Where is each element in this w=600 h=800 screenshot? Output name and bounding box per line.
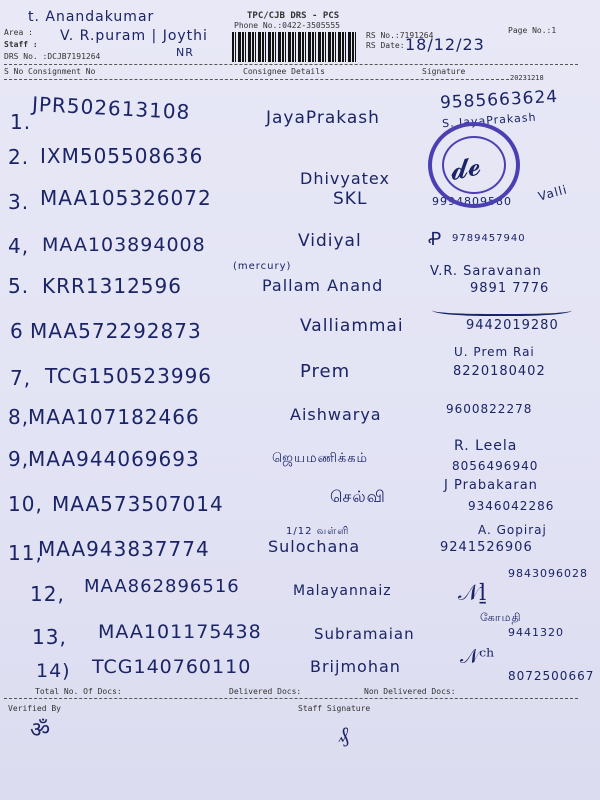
total-docs-label: Total No. Of Docs:: [35, 687, 122, 696]
entry-signature-note: S. JayaPrakash: [441, 110, 537, 131]
service-line: TPC/CJB DRS - PCS: [247, 11, 340, 21]
drs-number: DRS No. :DCJB7191264: [4, 52, 101, 61]
entry-phone: 9585663624: [439, 86, 559, 114]
header-rule-bottom: [4, 79, 509, 80]
entry-phone: 9843096028: [508, 567, 588, 580]
entry-consignee: Pallam Anand: [262, 276, 384, 295]
entry-phone: 9241526906: [440, 540, 533, 555]
entry-consignment: MAA943837774: [38, 537, 210, 561]
area-handwritten: V. R.puram | Joythi: [60, 28, 208, 44]
delivered-docs-label: Delivered Docs:: [229, 687, 302, 696]
signature-scribble: 𝒩ḻ: [458, 581, 487, 606]
entry-phone: 9346042286: [468, 499, 555, 513]
entry-consignee: ஜெயமணிக்கம்: [272, 451, 368, 466]
page-number: Page No.:1: [508, 26, 557, 35]
entry-number: 1.: [10, 110, 32, 134]
entry-signature-note: U. Prem Rai: [454, 345, 535, 359]
col-consignment: Consignment No: [28, 67, 96, 76]
entry-consignee: Vidiyal: [298, 231, 362, 251]
entry-consignment: TCG140760110: [92, 656, 252, 678]
entry-consignee: JayaPrakash: [266, 108, 380, 128]
entry-consignment: MAA862896516: [84, 576, 240, 597]
entry-number: 9,: [8, 447, 30, 471]
rs-number: RS No.:7191264: [366, 31, 434, 40]
rs-date-value: 18/12/23: [405, 35, 485, 54]
entry-consignment: MAA105326072: [40, 186, 212, 210]
entry-phone: 9891 7776: [470, 281, 550, 296]
entry-signature-note: J Prabakaran: [444, 478, 538, 493]
rs-date-label: RS Date:: [366, 41, 405, 50]
print-stamp: 20231218: [510, 74, 544, 82]
entry-phone: 8220180402: [453, 364, 546, 379]
signature-scribble: 𝒩ᶜʰ: [460, 644, 495, 668]
entry-number: 12,: [30, 582, 65, 606]
entry-consignment: JPR502613108: [31, 91, 191, 125]
entry-signature-note: R. Leela: [454, 438, 518, 454]
col-signature: Signature: [422, 67, 466, 76]
non-delivered-docs-label: Non Delivered Docs:: [364, 687, 456, 696]
entry-consignee: Subramaian: [314, 625, 415, 643]
entry-consignee: SKL: [333, 189, 368, 209]
verifier-signature: ॐ: [30, 718, 51, 743]
entry-number: 14): [36, 660, 71, 682]
area-handwritten-2: NR: [176, 46, 194, 59]
entry-phone: 8056496940: [452, 459, 539, 473]
staff-name-handwritten: t. Anandakumar: [28, 9, 155, 25]
entry-consignment: MAA572292873: [30, 319, 202, 343]
entry-phone: 9442019280: [466, 318, 559, 333]
entry-consignment: MAA101175438: [98, 621, 262, 643]
entry-number: 2.: [8, 145, 30, 169]
entry-number: 8,: [8, 405, 30, 429]
entry-signature-note: Valli: [536, 182, 569, 204]
barcode: [232, 32, 358, 62]
entry-consignment: TCG150523996: [45, 364, 213, 388]
entry-number: 5.: [8, 274, 30, 298]
signature-scribble: Ꝓ: [428, 229, 442, 250]
entry-phone: 9441320: [508, 626, 564, 639]
entry-consignment: MAA103894008: [42, 234, 206, 256]
entry-consignee: Dhivyatex: [300, 169, 390, 188]
entry-number: 13,: [32, 625, 67, 649]
entry-phone: 8072500667: [508, 669, 595, 683]
footer-rule: [4, 698, 578, 699]
phone-number: Phone No.:0422-3505555: [234, 21, 340, 30]
staff-signature-label: Staff Signature: [298, 704, 371, 713]
signature-scribble: [432, 302, 572, 316]
entry-number: 3.: [8, 190, 30, 214]
entry-number: 6: [10, 319, 24, 343]
entry-consignee: செல்வி: [330, 487, 386, 506]
entry-consignee-note: (mercury): [233, 261, 292, 272]
entry-number: 11,: [8, 541, 43, 565]
entry-consignee: Prem: [300, 361, 351, 382]
entry-consignee: Brijmohan: [310, 657, 401, 676]
entry-number: 4,: [8, 234, 30, 258]
seal-signature: 𝓭𝓮: [446, 147, 484, 188]
entry-phone: 9600822278: [446, 402, 533, 416]
entry-consignee: Aishwarya: [290, 405, 382, 424]
verified-by-label: Verified By: [8, 704, 61, 713]
entry-consignee: Sulochana: [268, 537, 361, 556]
entry-consignment: MAA107182466: [28, 405, 200, 429]
col-consignee: Consignee Details: [243, 67, 325, 76]
entry-consignment: KRR1312596: [42, 274, 182, 298]
staff-signature: ₰: [338, 723, 349, 748]
entry-signature-note: கோமதி: [480, 611, 522, 624]
entry-number: 7,: [10, 366, 32, 390]
entry-number: 10,: [8, 492, 43, 516]
header-rule-top: [4, 64, 578, 65]
entry-consignee-note: 1/12 வள்ளி: [286, 526, 350, 537]
entry-phone: 9789457940: [452, 233, 526, 244]
entry-consignment: MAA944069693: [28, 447, 200, 471]
entry-consignee: Valliammai: [300, 316, 404, 336]
entry-phone: 9994809580: [432, 195, 512, 208]
area-label: Area :: [4, 28, 33, 37]
col-sno: S No: [4, 67, 24, 76]
entry-consignment: MAA573507014: [52, 492, 224, 516]
entry-consignment: IXM505508636: [40, 144, 204, 168]
entry-signature-note: V.R. Saravanan: [430, 264, 542, 279]
staff-label: Staff :: [4, 40, 38, 49]
entry-consignee: Malayannaiz: [293, 583, 392, 599]
entry-signature-note: A. Gopiraj: [478, 523, 547, 537]
